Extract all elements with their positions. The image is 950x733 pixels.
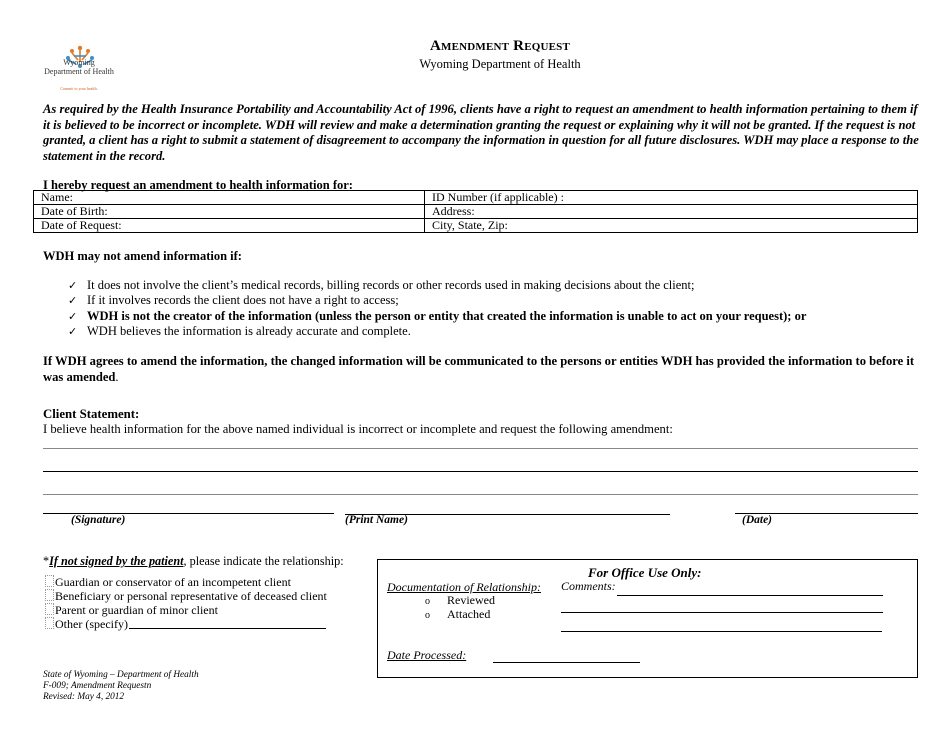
checkbox[interactable] [45,603,54,615]
date-label: (Date) [742,514,773,526]
statement-line-2[interactable] [43,471,918,472]
checkmark-icon: ✓ [68,310,78,323]
other-specify-line[interactable] [129,628,326,629]
date-of-birth-field[interactable]: Date of Birth: [34,205,425,219]
checkbox[interactable] [45,589,54,601]
print-name-label: (Print Name) [345,514,408,526]
footer-form-id: F-009; Amendment Requestn [43,681,152,691]
client-statement-text: I believe health information for the above named individual is incorrect or incomplete and request the following amendment: [43,422,673,436]
checkbox[interactable] [45,575,54,587]
relationship-option-other[interactable]: Other (specify) [45,617,128,631]
logo-name: Wyoming Department of Health [44,58,114,76]
name-field[interactable]: Name: [34,191,425,205]
may-not-heading: WDH may not amend information if: [43,249,242,263]
request-info-table [33,190,918,233]
list-item: ✓ It does not involve the client’s medical records, billing records or other records used in making decisions about the client; [68,278,695,292]
id-number-field[interactable]: ID Number (if applicable) : [425,191,918,205]
documentation-label: Documentation of Relationship: [387,580,541,594]
table-row [34,219,918,233]
list-item: ✓ WDH is not the creator of the information (unless the person or entity that created the information is unable to act on your request); or [68,309,807,323]
office-use-title: For Office Use Only: [588,565,702,580]
table-row [34,205,918,219]
relationship-option-parent[interactable]: Parent or guardian of minor client [45,603,218,617]
footer-revised: Revised: May 4, 2012 [43,692,125,702]
agree-paragraph: If WDH agrees to amend the information, the changed information will be communicated to the persons or entities WDH has provided the information to before it was amended. [43,354,915,384]
client-statement-label: Client Statement: [43,407,140,421]
request-label: I hereby request an amendment to health information for: [43,178,353,192]
circle-icon: o [425,610,430,621]
comments-label: Comments: [561,579,616,593]
relationship-option-guardian[interactable]: Guardian or conservator of an incompetent client [45,575,291,589]
address-field[interactable]: Address: [425,205,918,219]
city-state-zip-field[interactable]: City, State, Zip: [425,219,918,233]
list-item: ✓ WDH believes the information is already accurate and complete. [68,324,411,338]
page-title: Amendment Request [429,38,571,54]
checkbox[interactable] [45,617,54,629]
comments-line-1[interactable] [617,595,883,596]
table-row [34,191,918,205]
checkmark-icon: ✓ [68,279,78,292]
office-option-reviewed[interactable]: o Reviewed [425,593,495,607]
statement-line-3[interactable] [43,494,918,495]
circle-icon: o [425,596,430,607]
checkmark-icon: ✓ [68,325,78,338]
page-subtitle: Wyoming Department of Health [419,57,581,71]
signature-label: (Signature) [71,514,126,526]
relationship-intro: *If not signed by the patient, please indicate the relationship: [43,554,344,568]
checkmark-icon: ✓ [68,294,78,307]
intro-paragraph: As required by the Health Insurance Portability and Accountability Act of 1996, clients have a right to request an amendment to health information pertaining to them if it is believed to be incorrect or incomplete. WDH will review and make a determination granting the request or explaining why it will not be granted. If the request is not granted, a client has a right to submit a statement of disagreement to accompany the information in question for all future disclosures. WDH may place a response to the statement in the record. [43,102,919,163]
footer-agency: State of Wyoming – Department of Health [43,670,199,680]
statement-line-1[interactable] [43,448,918,449]
list-item: ✓ If it involves records the client does not have a right to access; [68,293,399,307]
relationship-option-beneficiary[interactable]: Beneficiary or personal representative of deceased client [45,589,327,603]
comments-line-2[interactable] [561,612,883,613]
logo-tagline: Commit to your health. [60,86,98,91]
date-processed-line[interactable] [493,662,640,663]
office-option-attached[interactable]: o Attached [425,607,491,621]
date-processed-label: Date Processed: [387,648,467,662]
date-of-request-field[interactable]: Date of Request: [34,219,425,233]
comments-line-3[interactable] [561,631,882,632]
